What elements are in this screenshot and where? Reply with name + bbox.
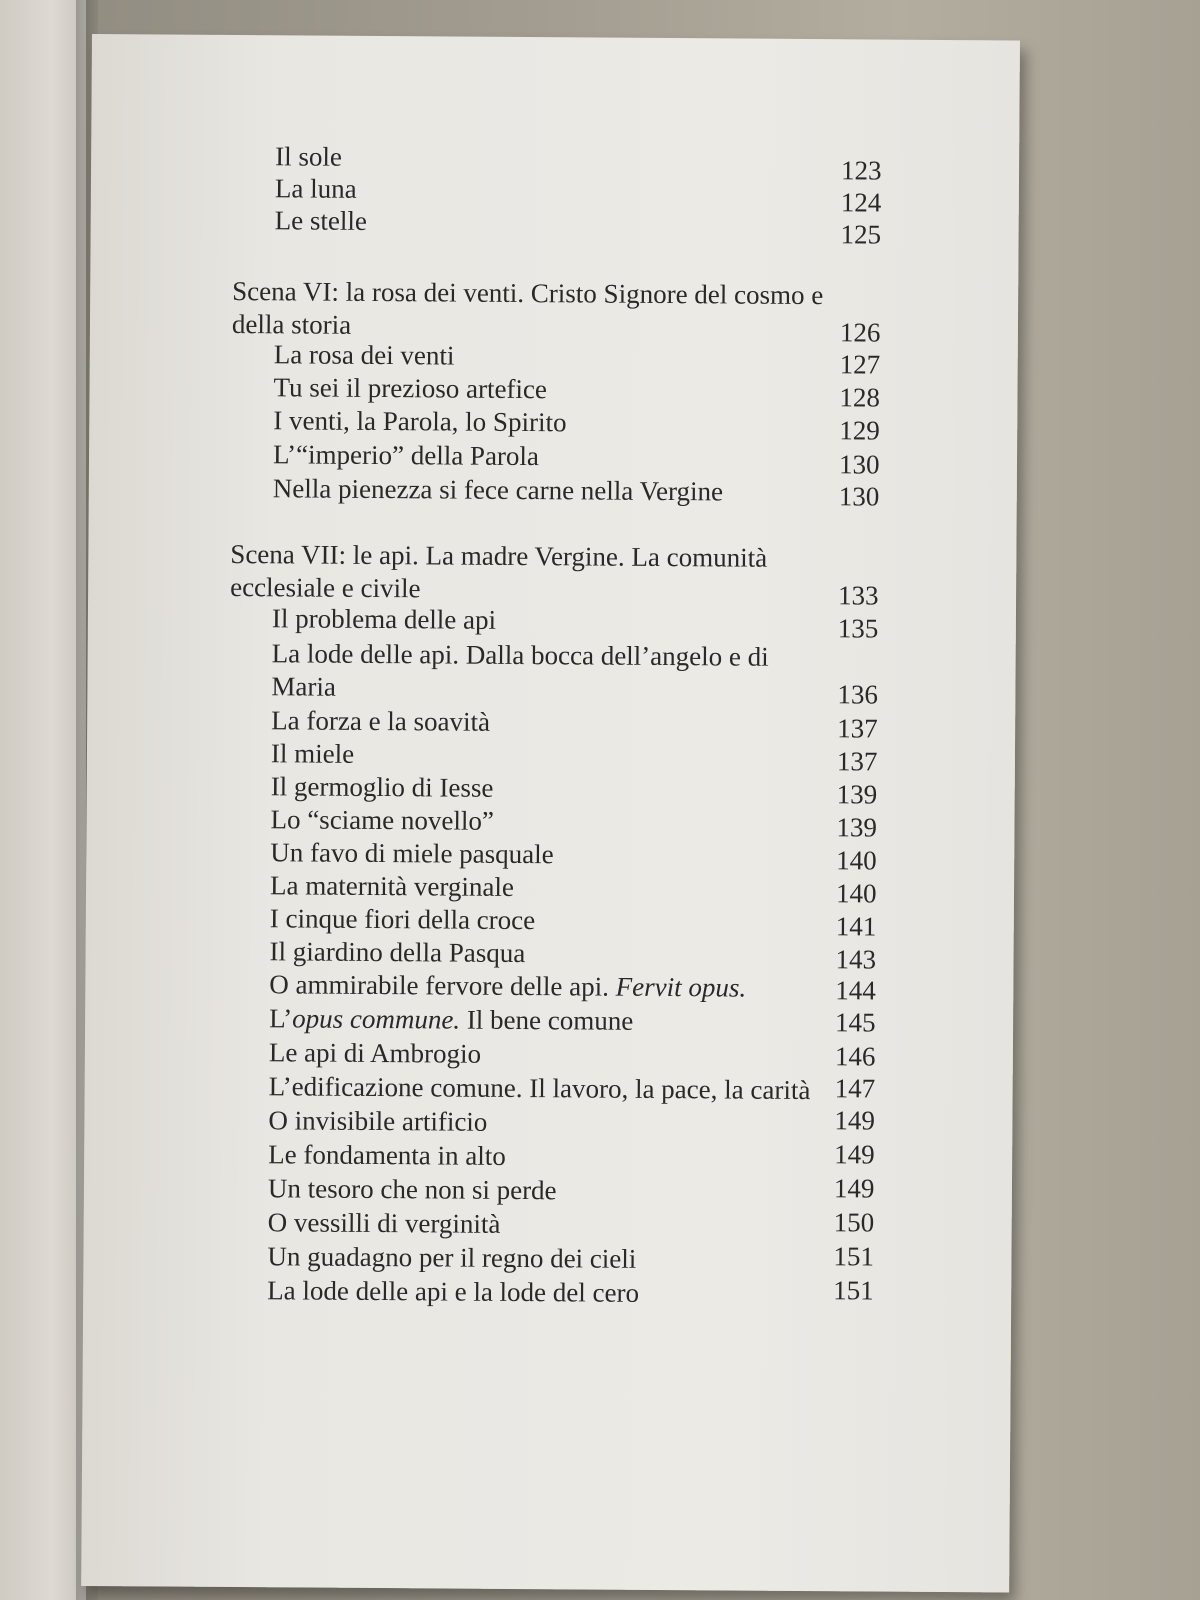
toc-entry-page: 124 (840, 187, 882, 218)
toc-entry-page: 135 (837, 613, 879, 644)
toc-entry (84, 1240, 1012, 1274)
toc-entry-page: 149 (834, 1139, 875, 1170)
toc-entry-title: La forza e la soavità (271, 705, 491, 737)
toc-entry-page: 137 (836, 746, 878, 777)
toc-entry-title: L’edificazione comune. Il lavoro, la pace, la carità (268, 1071, 811, 1106)
toc-entry-title: Un guadagno per il regno dei cieli (267, 1241, 637, 1274)
toc-entry-title: L’“imperio” della Parola (272, 439, 540, 472)
book-page (81, 34, 1020, 1592)
toc-entry-title-prefix: L’ (269, 1003, 293, 1034)
toc-entry-title: O vessilli di verginità (267, 1207, 501, 1239)
toc-entry-title: Il giardino della Pasqua (269, 936, 526, 969)
toc-entry-page: 137 (837, 713, 878, 744)
toc-entry-page: 147 (834, 1073, 876, 1104)
toc-chapter-title: Scena VI: la rosa dei venti. Cristo Signore del cosmo e della storia (231, 275, 824, 340)
toc-entry-title: Tu sei il prezioso artefice (273, 372, 548, 405)
toc-chapter-entry (90, 274, 1018, 348)
toc-entry-page: 140 (835, 878, 877, 909)
toc-entry (84, 1138, 1012, 1171)
toc-entry-title: La rosa dei venti (273, 339, 455, 371)
toc-entry-title: Il sole (275, 141, 343, 172)
toc-entry-title: I venti, la Parola, lo Spirito (273, 405, 567, 438)
toc-entry-title-text: O ammirabile fervore delle api. (269, 969, 616, 1002)
toc-entry-page: 130 (838, 449, 880, 480)
toc-entry-page: 151 (833, 1241, 875, 1272)
toc-entry-page: 123 (840, 155, 882, 186)
toc-entry-title: I cinque fiori della croce (269, 903, 536, 936)
toc-entry-page: 126 (839, 317, 881, 348)
toc-entry-title: O invisibile artificio (268, 1105, 488, 1137)
toc-entry-page: 151 (833, 1275, 874, 1306)
toc-entry (84, 1172, 1012, 1206)
toc-entry-title: Il germoglio di Iesse (270, 771, 494, 803)
toc-entry-title: Nella pienezza si fece carne nella Vergine (272, 473, 724, 507)
toc-entry-title: Il problema delle api (271, 603, 497, 635)
toc-entry-page: 130 (838, 481, 880, 512)
toc-entry-title: La lode delle api. Dalla bocca dell’angelo e di Maria (271, 638, 769, 702)
toc-entry-title: Lo “sciame novello” (270, 804, 495, 836)
toc-entry-title: Un favo di miele pasquale (270, 837, 554, 870)
toc-chapter-entry (88, 537, 1016, 611)
toc-entry-title: Un tesoro che non si perde (267, 1173, 557, 1206)
toc-entry-title (269, 969, 746, 1003)
table-of-contents (81, 34, 1020, 1592)
toc-entry (83, 1274, 1011, 1308)
toc-entry-page: 149 (834, 1105, 876, 1136)
toc-entry-page: 143 (835, 944, 877, 975)
toc-entry-title (269, 1003, 633, 1037)
toc-entry-page: 125 (840, 219, 882, 250)
toc-entry-page: 133 (837, 580, 879, 611)
toc-entry-page: 139 (836, 812, 878, 843)
toc-entry-page: 146 (834, 1041, 876, 1072)
toc-entry-title-italic: Fervit opus. (615, 971, 747, 1003)
toc-entry-page: 129 (839, 415, 880, 446)
toc-entry-title: La maternità verginale (269, 870, 515, 902)
toc-entry-page: 141 (835, 911, 877, 942)
toc-chapter-title: Scena VII: le api. La madre Vergine. La comunità ecclesiale e civile (230, 538, 768, 604)
toc-entry-page: 150 (833, 1207, 875, 1238)
toc-entry-title: La lode delle api e la lode del cero (267, 1275, 640, 1308)
toc-entry-page: 144 (835, 975, 876, 1006)
toc-entry (91, 140, 1019, 186)
toc-entry-title-text: Il bene comune (460, 1004, 634, 1036)
toc-entry-page: 145 (835, 1007, 876, 1038)
toc-entry-page: 128 (839, 382, 881, 413)
toc-entry-page: 136 (837, 679, 879, 710)
toc-entry-page: 149 (833, 1173, 875, 1204)
toc-entry-page: 127 (839, 349, 881, 380)
toc-entry-title: Il miele (270, 738, 355, 769)
toc-entry-page: 139 (836, 779, 878, 810)
toc-entry-title: La luna (274, 173, 357, 204)
toc-entry-title: Le api di Ambrogio (268, 1037, 482, 1069)
toc-entry (85, 1104, 1013, 1137)
facing-page-edge (0, 0, 86, 1600)
toc-entry-page: 140 (836, 845, 877, 876)
toc-entry-title: Le stelle (274, 205, 368, 236)
toc-entry (84, 1206, 1012, 1239)
toc-entry-title-italic: opus commune. (292, 1003, 461, 1035)
toc-entry-title: Le fondamenta in alto (268, 1139, 506, 1171)
